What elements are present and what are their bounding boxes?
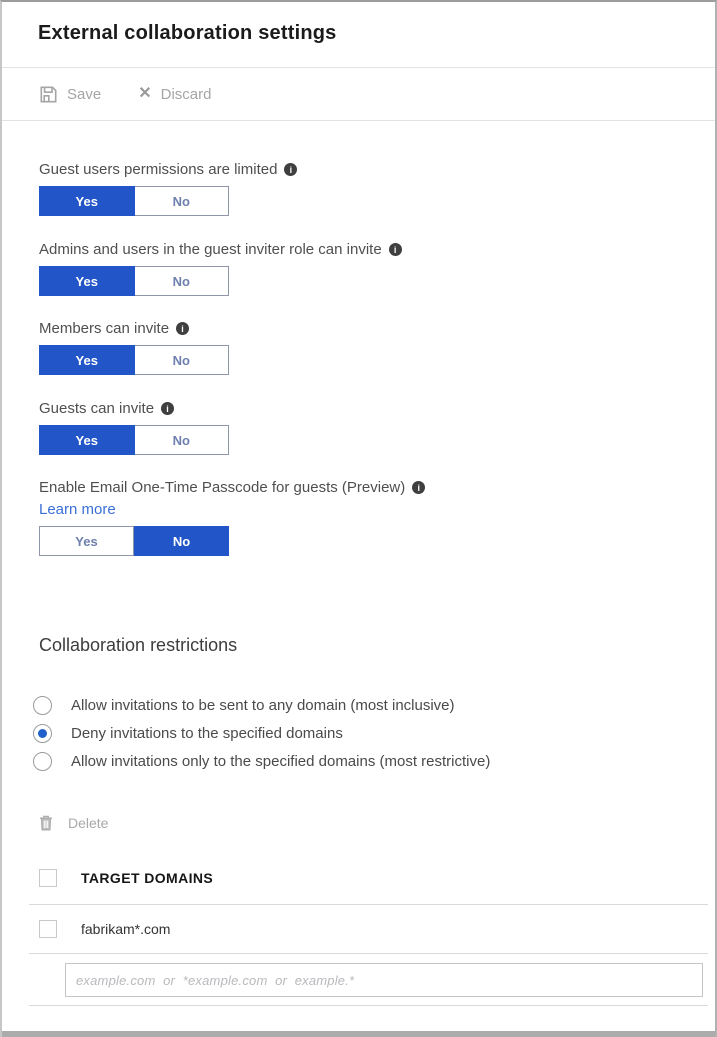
radio-label: Allow invitations only to the specified domains (most restrictive) bbox=[71, 752, 491, 770]
target-domains-header-row bbox=[39, 865, 715, 891]
radio-icon bbox=[33, 752, 52, 771]
domains-toolbar bbox=[39, 813, 715, 833]
info-icon[interactable]: i bbox=[176, 322, 189, 335]
setting-admins-can-invite bbox=[39, 240, 715, 296]
info-icon[interactable]: i bbox=[389, 243, 402, 256]
learn-more-link[interactable]: Learn more bbox=[39, 501, 116, 518]
toggle-no-button[interactable]: No bbox=[135, 266, 230, 296]
table-divider bbox=[29, 1005, 708, 1006]
trash-icon bbox=[39, 815, 53, 831]
toggle-no-button[interactable]: No bbox=[135, 186, 230, 216]
radio-icon bbox=[33, 724, 52, 743]
toggle-members-can-invite bbox=[39, 345, 229, 375]
toggle-no-button[interactable]: No bbox=[135, 345, 230, 375]
target-domains-header: TARGET DOMAINS bbox=[81, 870, 214, 886]
toggle-yes-button[interactable]: Yes bbox=[39, 425, 135, 455]
radio-deny-specified-domains[interactable] bbox=[33, 719, 715, 747]
toggle-yes-button[interactable]: Yes bbox=[39, 345, 135, 375]
setting-label: Guests can invite bbox=[39, 400, 155, 417]
info-icon[interactable]: i bbox=[161, 402, 174, 415]
toolbar-divider bbox=[2, 120, 715, 121]
settings-content bbox=[2, 160, 715, 1006]
setting-email-otp bbox=[39, 478, 715, 556]
collaboration-restrictions-heading: Collaboration restrictions bbox=[39, 635, 238, 655]
radio-label: Allow invitations to be sent to any domain (most inclusive) bbox=[71, 696, 455, 714]
domain-row-checkbox[interactable] bbox=[39, 920, 57, 938]
setting-guest-permissions bbox=[39, 160, 715, 216]
page-title: External collaboration settings bbox=[38, 22, 337, 44]
toggle-yes-button[interactable]: Yes bbox=[39, 266, 135, 296]
new-domain-input-row bbox=[39, 954, 715, 1005]
setting-label: Guest users permissions are limited bbox=[39, 161, 278, 178]
command-bar bbox=[2, 68, 715, 120]
toggle-admins-can-invite bbox=[39, 266, 229, 296]
discard-icon: ✕ bbox=[138, 85, 152, 102]
discard-button-label: Discard bbox=[160, 85, 212, 103]
toggle-yes-button[interactable]: Yes bbox=[39, 526, 134, 556]
save-button-label: Save bbox=[67, 85, 102, 103]
delete-button-label: Delete bbox=[68, 815, 109, 831]
domain-name: fabrikam*.com bbox=[81, 921, 171, 937]
toggle-no-button[interactable]: No bbox=[134, 526, 229, 556]
radio-allow-only-specified-domains[interactable] bbox=[33, 747, 715, 775]
radio-label: Deny invitations to the specified domains bbox=[71, 724, 343, 742]
radio-icon bbox=[33, 696, 52, 715]
toggle-guest-permissions bbox=[39, 186, 229, 216]
setting-label: Admins and users in the guest inviter role can invite bbox=[39, 241, 382, 258]
setting-label: Enable Email One-Time Passcode for guests (Preview) bbox=[39, 479, 406, 496]
collaboration-restrictions-options bbox=[33, 691, 715, 775]
setting-members-can-invite bbox=[39, 319, 715, 375]
setting-label: Members can invite bbox=[39, 320, 170, 337]
toggle-yes-button[interactable]: Yes bbox=[39, 186, 135, 216]
select-all-checkbox[interactable] bbox=[39, 869, 57, 887]
info-icon[interactable]: i bbox=[284, 163, 297, 176]
delete-button[interactable] bbox=[39, 815, 108, 831]
domain-row bbox=[39, 905, 715, 953]
toggle-guests-can-invite bbox=[39, 425, 229, 455]
discard-button[interactable] bbox=[138, 86, 211, 103]
setting-guests-can-invite bbox=[39, 399, 715, 455]
save-icon bbox=[39, 85, 58, 104]
panel-bottom-edge bbox=[2, 1031, 715, 1037]
toggle-no-button[interactable]: No bbox=[135, 425, 230, 455]
new-domain-input[interactable] bbox=[65, 963, 703, 997]
toggle-email-otp bbox=[39, 526, 229, 556]
save-button[interactable] bbox=[39, 85, 101, 104]
info-icon[interactable]: i bbox=[412, 481, 425, 494]
radio-allow-any-domain[interactable] bbox=[33, 691, 715, 719]
